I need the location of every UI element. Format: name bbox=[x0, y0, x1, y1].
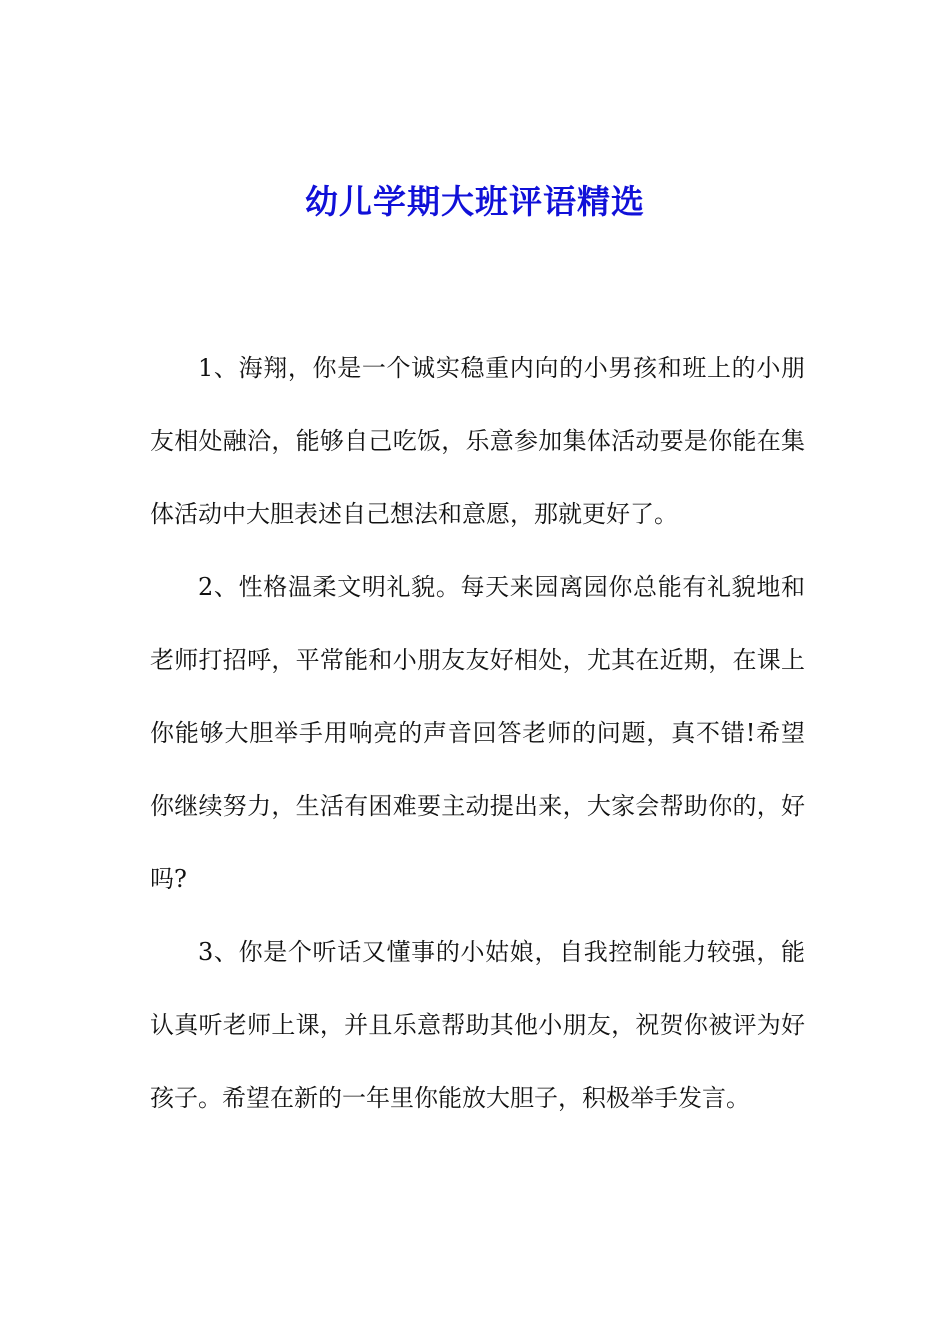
paragraph-1: 1、海翔，你是一个诚实稳重内向的小男孩和班上的小朋友相处融洽，能够自己吃饭，乐意参加集体活动要是你能在集体活动中大胆表述自己想法和意愿，那就更好了。 bbox=[150, 354, 805, 528]
document-body bbox=[150, 332, 805, 1135]
paragraph-3: 3、你是个听话又懂事的小姑娘，自我控制能力较强，能认真听老师上课，并且乐意帮助其他小朋友，祝贺你被评为好孩子。希望在新的一年里你能放大胆子，积极举手发言。 bbox=[150, 938, 805, 1112]
paragraph-2: 2、性格温柔文明礼貌。每天来园离园你总能有礼貌地和老师打招呼，平常能和小朋友友好相处，尤其在近期，在课上你能够大胆举手用响亮的声音回答老师的问题，真不错!希望你继续努力，生活有困难要主动提出来，大家会帮助你的，好吗? bbox=[150, 573, 805, 893]
document-title: 幼儿学期大班评语精选 bbox=[305, 182, 645, 221]
